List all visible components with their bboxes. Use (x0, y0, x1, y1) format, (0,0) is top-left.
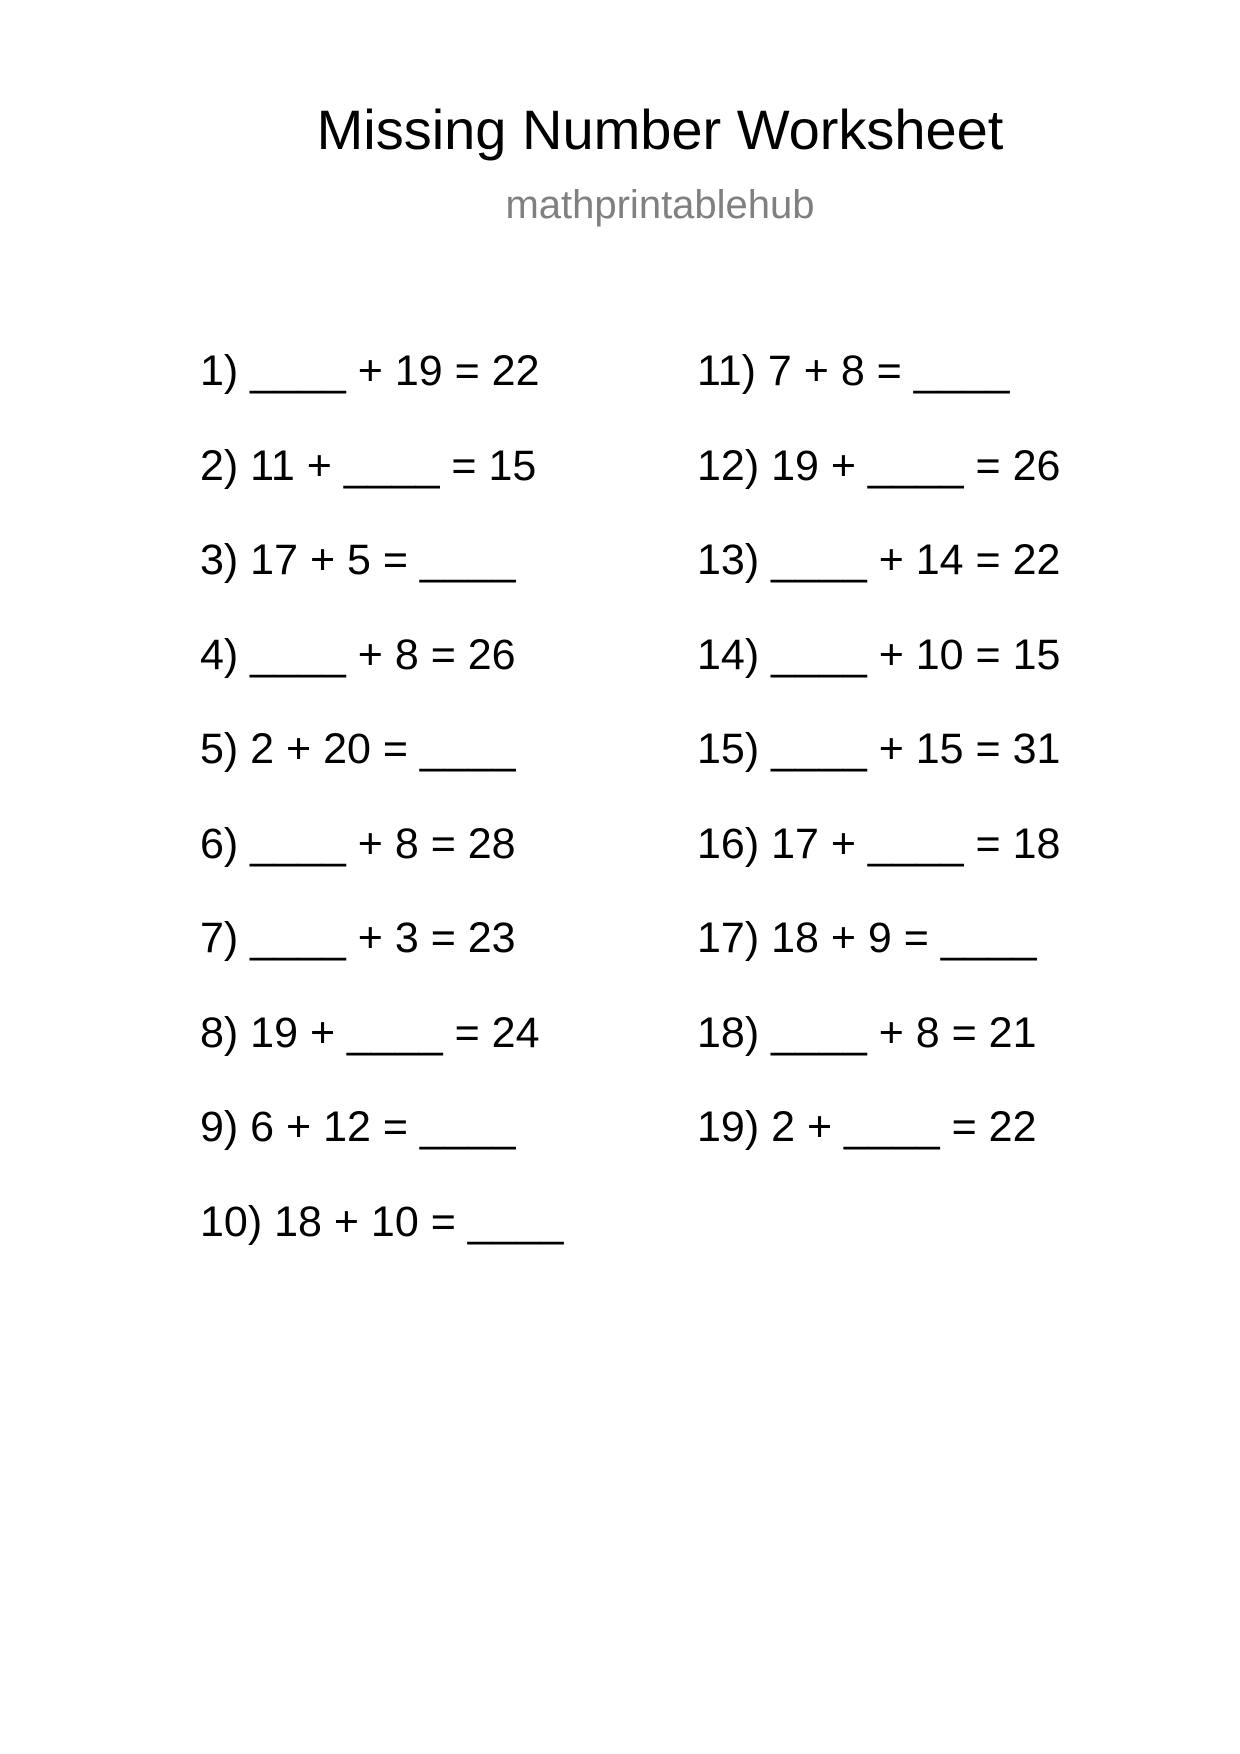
problem-8: 8) 19 + ____ = 24 (200, 1008, 540, 1057)
problems-left-column (200, 345, 563, 1290)
problem-1: 1) ____ + 19 = 22 (200, 347, 540, 395)
problem-3: 3) 17 + 5 = ____ (200, 536, 516, 584)
problem-10: 10) 18 + 10 = ____ (200, 1197, 564, 1246)
problem-12: 12) 19 + ____ = 26 (697, 441, 1061, 490)
problem-6: 6) ____ + 8 = 28 (200, 819, 516, 868)
problem-14: 14) ____ + 10 = 15 (697, 630, 1061, 679)
problem-15: 15) ____ + 15 = 31 (697, 725, 1061, 773)
problem-18: 18) ____ + 8 = 21 (697, 1008, 1037, 1057)
worksheet-subtitle: mathprintablehub (505, 183, 815, 227)
problem-4: 4) ____ + 8 = 26 (200, 630, 516, 679)
problem-11: 11) 7 + 8 = ____ (697, 347, 1010, 395)
problem-13: 13) ____ + 14 = 22 (697, 536, 1061, 584)
problem-2: 2) 11 + ____ = 15 (200, 441, 537, 490)
problem-5: 5) 2 + 20 = ____ (200, 725, 516, 773)
problem-9: 9) 6 + 12 = ____ (200, 1103, 516, 1151)
problem-17: 17) 18 + 9 = ____ (697, 914, 1037, 962)
worksheet-title: Missing Number Worksheet (316, 98, 1004, 161)
problem-7: 7) ____ + 3 = 23 (200, 914, 516, 962)
problem-19: 19) 2 + ____ = 22 (697, 1103, 1037, 1151)
problems-right-column (697, 345, 1060, 1196)
problem-16: 16) 17 + ____ = 18 (697, 819, 1061, 868)
